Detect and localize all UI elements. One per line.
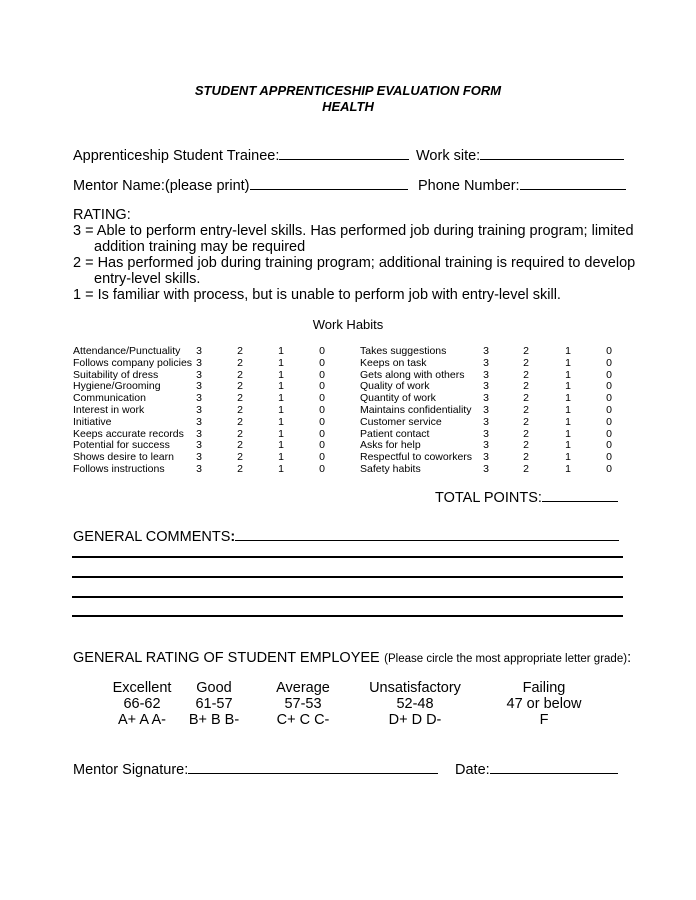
score-option-2[interactable]: 2 [237, 451, 243, 464]
grade-range: 47 or below [506, 696, 582, 712]
grade-letters[interactable]: C+ C C- [276, 712, 330, 728]
score-option-2[interactable]: 2 [523, 356, 529, 369]
score-option-0[interactable]: 0 [319, 392, 325, 405]
date-blank[interactable] [490, 760, 618, 774]
left-score-1-column [273, 346, 289, 476]
right-score-2-column [518, 346, 534, 476]
score-option-2[interactable]: 2 [237, 392, 243, 405]
score-option-1[interactable]: 1 [565, 356, 571, 369]
rating-1-line1: 1 = Is familiar with process, but is unable to perform job with entry-level skill. [73, 287, 561, 303]
score-option-2[interactable]: 2 [523, 462, 529, 475]
score-option-3[interactable]: 3 [483, 356, 489, 369]
comment-line-1[interactable] [72, 556, 623, 558]
grade-range: 57-53 [284, 696, 322, 712]
score-option-0[interactable]: 0 [606, 380, 612, 393]
habit-label: Takes suggestions [360, 345, 447, 357]
habit-label: Interest in work [73, 403, 145, 416]
score-option-1[interactable]: 1 [278, 368, 284, 381]
score-option-3[interactable]: 3 [483, 427, 489, 440]
score-option-2[interactable]: 2 [523, 403, 529, 416]
left-score-2-column [232, 346, 248, 476]
date-field[interactable] [455, 760, 618, 779]
score-option-1[interactable]: 1 [565, 368, 571, 381]
form-subtitle: HEALTH [322, 99, 374, 114]
grade-excellent[interactable] [110, 680, 174, 728]
habit-label: Follows company policies [73, 356, 193, 369]
score-option-3[interactable]: 3 [483, 345, 489, 357]
habit-label: Safety habits [360, 462, 421, 475]
score-option-1[interactable]: 1 [278, 439, 284, 452]
score-option-3[interactable]: 3 [483, 451, 489, 464]
grade-name: Average [276, 680, 330, 696]
score-option-3[interactable]: 3 [483, 462, 489, 475]
score-option-2[interactable]: 2 [523, 392, 529, 405]
rating-2-line2: entry-level skills. [94, 271, 201, 287]
grade-letters[interactable]: D+ D D- [388, 712, 442, 728]
score-option-2[interactable]: 2 [523, 368, 529, 381]
score-option-3[interactable]: 3 [196, 427, 202, 440]
general-comments-label: GENERAL COMMENTS [73, 529, 231, 545]
left-score-3-column [191, 346, 207, 476]
score-option-3[interactable]: 3 [483, 439, 489, 452]
score-option-3[interactable]: 3 [483, 380, 489, 393]
score-option-0[interactable]: 0 [606, 392, 612, 405]
score-option-0[interactable]: 0 [606, 368, 612, 381]
habit-label: Communication [73, 392, 146, 405]
score-option-1[interactable]: 1 [278, 462, 284, 475]
grade-name: Failing [522, 680, 566, 696]
habit-label: Customer service [360, 415, 442, 428]
score-option-1[interactable]: 1 [278, 403, 284, 416]
mentor-signature-label: Mentor Signature: [73, 762, 189, 778]
general-comments-field[interactable] [73, 527, 619, 546]
form-title: STUDENT APPRENTICESHIP EVALUATION FORM [194, 83, 502, 98]
mentor-name-blank[interactable] [250, 176, 408, 190]
habit-label: Attendance/Punctuality [73, 345, 181, 357]
habit-label: Follows instructions [73, 462, 165, 475]
score-option-2[interactable]: 2 [523, 380, 529, 393]
score-option-2[interactable]: 2 [237, 403, 243, 416]
score-option-3[interactable]: 3 [196, 345, 202, 357]
habit-label: Shows desire to learn [73, 451, 174, 464]
mentor-name-field[interactable] [73, 176, 408, 195]
grade-name: Excellent [112, 680, 172, 696]
left-score-0-column [314, 346, 330, 476]
total-points-field[interactable] [435, 488, 618, 507]
comment-line-4[interactable] [72, 615, 623, 617]
score-option-1[interactable]: 1 [565, 392, 571, 405]
general-rating-note: (Please circle the most appropriate letter grade) [384, 653, 628, 665]
score-option-3[interactable]: 3 [196, 356, 202, 369]
score-option-2[interactable]: 2 [523, 345, 529, 357]
score-option-2[interactable]: 2 [237, 356, 243, 369]
score-option-1[interactable]: 1 [565, 427, 571, 440]
habit-label: Maintains confidentiality [360, 403, 472, 416]
habit-label: Potential for success [73, 439, 170, 452]
score-option-0[interactable]: 0 [319, 451, 325, 464]
grade-letters[interactable]: B+ B B- [188, 712, 240, 728]
score-option-2[interactable]: 2 [237, 439, 243, 452]
right-score-0-column [601, 346, 617, 476]
score-option-3[interactable]: 3 [196, 415, 202, 428]
grade-range: 66-62 [123, 696, 161, 712]
grade-letters[interactable]: F [539, 712, 549, 728]
trainee-label: Apprenticeship Student Trainee: [73, 148, 280, 164]
rating-heading: RATING: [73, 207, 131, 223]
phone-blank[interactable] [520, 176, 626, 190]
score-option-3[interactable]: 3 [196, 462, 202, 475]
score-option-1[interactable]: 1 [278, 415, 284, 428]
comment-line-2[interactable] [72, 576, 623, 578]
habit-label: Keeps on task [360, 356, 427, 369]
habit-label: Suitability of dress [73, 368, 159, 381]
habit-label: Patient contact [360, 427, 430, 440]
score-option-0[interactable]: 0 [606, 356, 612, 369]
comment-line-3[interactable] [72, 596, 623, 598]
grade-average[interactable] [270, 680, 336, 728]
mentor-signature-field[interactable] [73, 760, 438, 779]
score-option-1[interactable]: 1 [565, 380, 571, 393]
worksite-label: Work site: [416, 148, 481, 164]
score-option-2[interactable]: 2 [237, 368, 243, 381]
score-option-0[interactable]: 0 [606, 439, 612, 452]
mentor-name-label: Mentor Name:(please print) [73, 178, 250, 194]
worksite-field[interactable] [416, 146, 624, 165]
score-option-0[interactable]: 0 [606, 451, 612, 464]
general-comments-blank[interactable] [235, 527, 619, 541]
grade-unsatisfactory[interactable] [364, 680, 466, 728]
score-option-3[interactable]: 3 [196, 439, 202, 452]
habit-label: Initiative [73, 415, 112, 428]
left-habit-list [73, 346, 192, 476]
score-option-1[interactable]: 1 [565, 345, 571, 357]
score-option-0[interactable]: 0 [606, 345, 612, 357]
score-option-1[interactable]: 1 [565, 439, 571, 452]
score-option-1[interactable]: 1 [278, 380, 284, 393]
right-score-1-column [560, 346, 576, 476]
grade-letters[interactable]: A+ A A- [118, 712, 166, 728]
score-option-0[interactable]: 0 [319, 415, 325, 428]
score-option-3[interactable]: 3 [483, 415, 489, 428]
rating-3-line2: addition training may be required [94, 239, 306, 255]
score-option-3[interactable]: 3 [483, 392, 489, 405]
work-habits-title: Work Habits [312, 317, 384, 332]
rating-2-line1: 2 = Has performed job during training program; additional training is required to develop [73, 255, 636, 271]
score-option-2[interactable]: 2 [523, 439, 529, 452]
grade-good[interactable] [186, 680, 242, 728]
mentor-signature-blank[interactable] [188, 760, 438, 774]
habit-label: Respectful to coworkers [360, 451, 473, 464]
general-rating-colon: : [627, 650, 632, 666]
score-option-0[interactable]: 0 [319, 439, 325, 452]
score-option-2[interactable]: 2 [237, 462, 243, 475]
score-option-0[interactable]: 0 [319, 427, 325, 440]
date-label: Date: [455, 762, 490, 778]
score-option-1[interactable]: 1 [565, 462, 571, 475]
score-option-1[interactable]: 1 [278, 427, 284, 440]
score-option-3[interactable]: 3 [196, 451, 202, 464]
score-option-2[interactable]: 2 [523, 415, 529, 428]
score-option-3[interactable]: 3 [196, 392, 202, 405]
worksite-blank[interactable] [480, 146, 624, 160]
score-option-0[interactable]: 0 [319, 380, 325, 393]
score-option-1[interactable]: 1 [278, 356, 284, 369]
score-option-1[interactable]: 1 [565, 451, 571, 464]
habit-label: Asks for help [360, 439, 421, 452]
score-option-0[interactable]: 0 [319, 462, 325, 475]
habit-label: Quantity of work [360, 392, 436, 405]
total-points-label: TOTAL POINTS: [435, 490, 542, 506]
score-option-3[interactable]: 3 [483, 368, 489, 381]
grade-name: Unsatisfactory [369, 680, 461, 696]
total-points-blank[interactable] [542, 488, 618, 502]
phone-field[interactable] [418, 176, 626, 195]
score-option-0[interactable]: 0 [606, 462, 612, 475]
score-option-0[interactable]: 0 [606, 415, 612, 428]
score-option-0[interactable]: 0 [319, 403, 325, 416]
grade-range: 61-57 [195, 696, 233, 712]
score-option-3[interactable]: 3 [196, 368, 202, 381]
score-option-0[interactable]: 0 [319, 356, 325, 369]
grade-name: Good [196, 680, 232, 696]
score-option-0[interactable]: 0 [319, 345, 325, 357]
score-option-2[interactable]: 2 [237, 345, 243, 357]
trainee-field[interactable] [73, 146, 409, 165]
grade-range: 52-48 [396, 696, 434, 712]
score-option-2[interactable]: 2 [523, 451, 529, 464]
score-option-3[interactable]: 3 [483, 403, 489, 416]
score-option-2[interactable]: 2 [237, 415, 243, 428]
score-option-3[interactable]: 3 [196, 380, 202, 393]
general-rating-label: GENERAL RATING OF STUDENT EMPLOYEE [73, 650, 380, 666]
score-option-2[interactable]: 2 [237, 380, 243, 393]
habit-label: Gets along with others [360, 368, 465, 381]
score-option-1[interactable]: 1 [278, 345, 284, 357]
score-option-1[interactable]: 1 [278, 451, 284, 464]
right-score-3-column [478, 346, 494, 476]
habit-label: Hygiene/Grooming [73, 380, 161, 393]
score-option-0[interactable]: 0 [319, 368, 325, 381]
trainee-blank[interactable] [279, 146, 409, 160]
score-option-3[interactable]: 3 [196, 403, 202, 416]
habit-label: Keeps accurate records [73, 427, 184, 440]
habit-label: Quality of work [360, 380, 430, 393]
score-option-1[interactable]: 1 [278, 392, 284, 405]
general-comments-colon: : [230, 529, 236, 545]
general-rating-heading [73, 649, 631, 667]
score-option-0[interactable]: 0 [606, 403, 612, 416]
grade-failing[interactable] [500, 680, 588, 728]
phone-label: Phone Number: [418, 178, 520, 194]
right-habit-list [360, 346, 472, 476]
score-option-1[interactable]: 1 [565, 415, 571, 428]
score-option-0[interactable]: 0 [606, 427, 612, 440]
score-option-2[interactable]: 2 [523, 427, 529, 440]
score-option-1[interactable]: 1 [565, 403, 571, 416]
score-option-2[interactable]: 2 [237, 427, 243, 440]
rating-3-line1: 3 = Able to perform entry-level skills. Has performed job during training program; limited [73, 223, 634, 239]
